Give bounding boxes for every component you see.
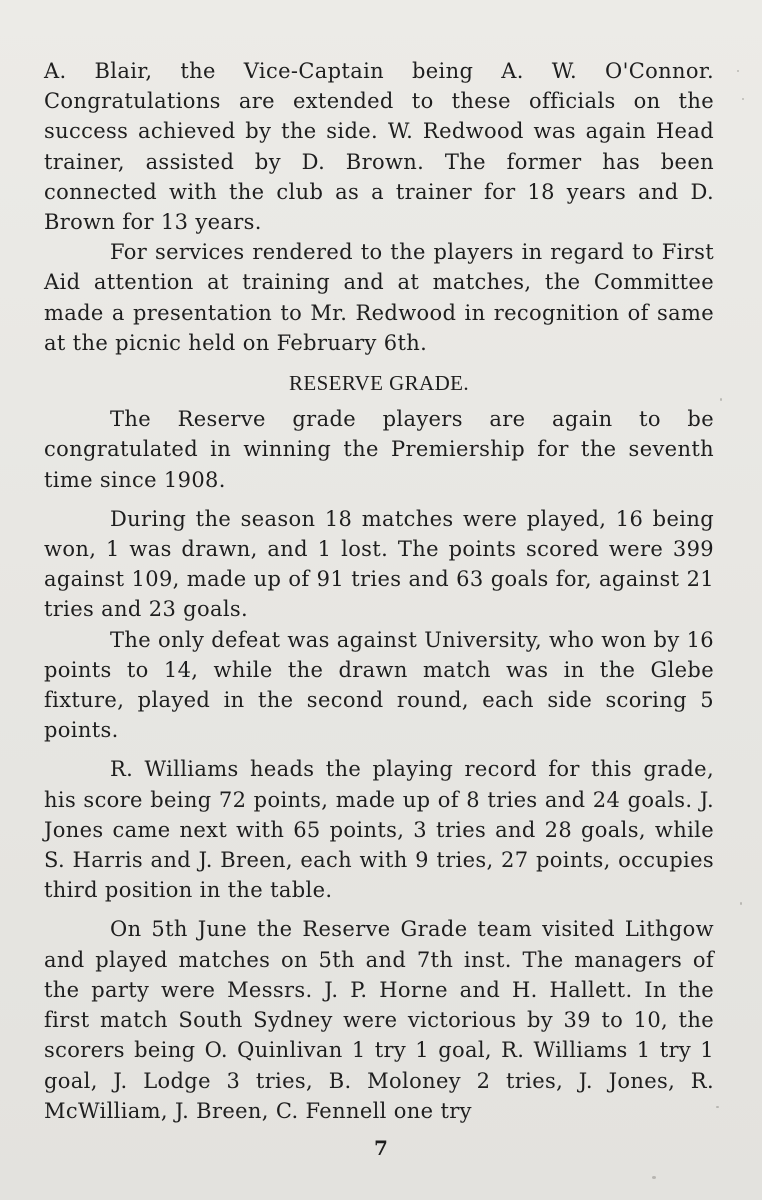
body-text	[44, 56, 714, 1126]
paragraph-officials: A. Blair, the Vice-Captain being A. W. O'Connor. Congratulations are extended to these officials on the success achieved by the side. W. Redwood was again Head trainer, assisted by D. Brown. The former has been connected with the club as a trainer for 18 years and D. Brown for 13 years.	[44, 59, 714, 235]
paragraph-premiership: The Reserve grade players are again to be congratulated in winning the Premiership for the seventh time since 1908.	[44, 407, 714, 492]
paragraph-defeat: The only defeat was against University, who won by 16 points to 14, while the drawn match was in the Glebe fixture, played in the second round, each side scoring 5 points.	[44, 627, 714, 743]
paragraph-playing-record: R. Williams heads the playing record for this grade, his score being 72 points, made up of 8 tries and 24 goals. J. Jones came next with 65 points, 3 tries and 28 goals, while S. Harris and J. Breen, each with 9 tries, 27 points, occupies third position in the table.	[44, 757, 714, 903]
paragraph-first-aid: For services rendered to the players in regard to First Aid attention at training and at matches, the Committee made a presentation to Mr. Redwood in recognition of same at the picnic held on February 6th.	[44, 240, 714, 355]
page-number: 7	[374, 1136, 388, 1160]
paper-speck	[716, 1106, 719, 1108]
section-heading: RESERVE GRADE.	[288, 371, 470, 396]
paragraph-season-results: During the season 18 matches were played, 16 being won, 1 was drawn, and 1 lost. The points scored were 399 against 109, made up of 91 tries and 63 goals for, against 21 tries and 23 goals.	[44, 506, 714, 622]
paper-speck	[740, 902, 742, 905]
paper-speck	[742, 98, 744, 100]
paragraph-lithgow-trip: On 5th June the Reserve Grade team visited Lithgow and played matches on 5th and 7th inst. The managers of the party were Messrs. J. P. Horne and H. Hallett. In the first match South Sydney were victorious by 39 to 10, the scorers being O. Quinlivan 1 try 1 goal, R. Williams 1 try 1 goal, J. Lodge 3 tries, B. Moloney 2 tries, J. Jones, R. McWilliam, J. Breen, C. Fennell one try	[44, 917, 714, 1123]
paper-speck	[720, 398, 722, 401]
paper-speck	[652, 1176, 656, 1179]
paper-speck	[737, 70, 739, 72]
